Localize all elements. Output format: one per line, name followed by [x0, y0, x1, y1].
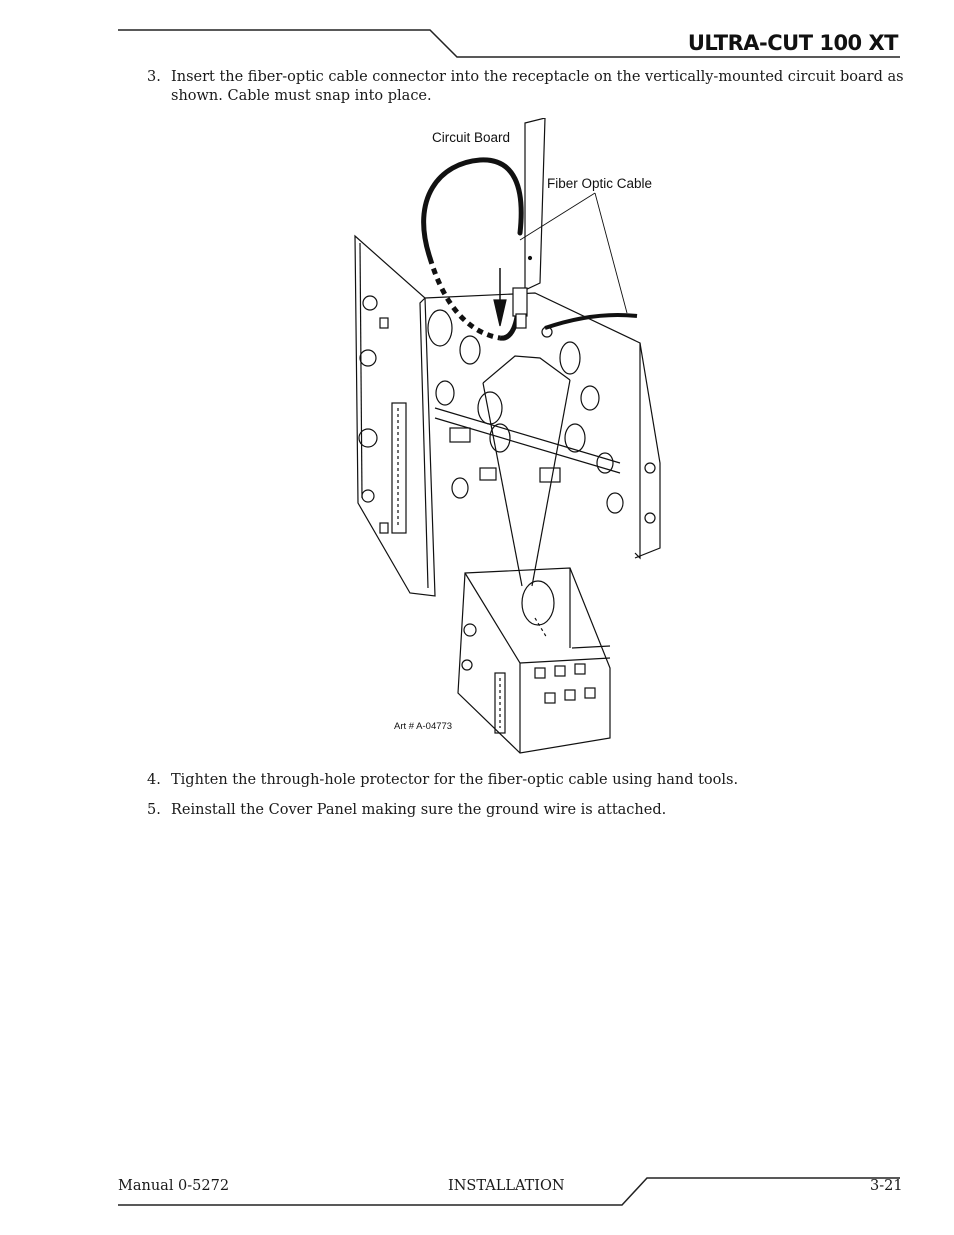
callout-fiber-optic-cable: Fiber Optic Cable — [547, 176, 653, 191]
footer-manual-number: Manual 0-5272 — [118, 1178, 230, 1194]
step-number: 4. — [147, 772, 161, 788]
circuit-board-illustration — [340, 118, 680, 758]
footer-page-number: 3-21 — [870, 1178, 903, 1194]
installation-figure — [340, 118, 680, 758]
step-3 — [147, 68, 907, 106]
step-number: 5. — [147, 802, 161, 818]
step-text: Tighten the through-hole protector for the fiber-optic cable using hand tools. — [171, 772, 739, 788]
step-4 — [147, 771, 907, 790]
callout-circuit-board: Circuit Board — [432, 130, 511, 145]
art-number: Art # A-04773 — [394, 721, 453, 732]
step-number: 3. — [147, 69, 161, 85]
step-text: Insert the fiber-optic cable connector into the receptacle on the vertically-mounted circuit board as shown. Cable must snap into place. — [171, 69, 904, 104]
step-text: Reinstall the Cover Panel making sure the ground wire is attached. — [171, 802, 667, 818]
document-title: ULTRA-CUT 100 XT — [687, 31, 898, 55]
footer-section-name: INSTALLATION — [448, 1178, 565, 1194]
step-5 — [147, 801, 907, 820]
